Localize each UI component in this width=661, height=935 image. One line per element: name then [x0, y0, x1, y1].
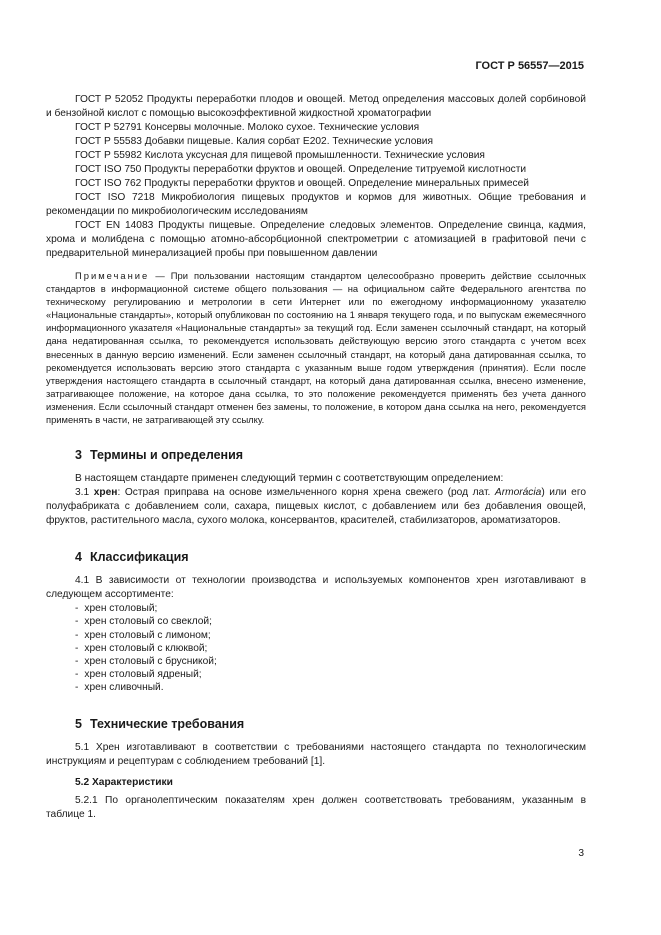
reference-item: ГОСТ Р 55982 Кислота уксусная для пищевой промышленности. Технические условия [75, 150, 485, 161]
list-item-text: хрен столовый с клюквой; [84, 642, 208, 654]
list-dash: - [75, 642, 79, 654]
list-item [46, 629, 586, 642]
section-4-heading [46, 550, 586, 564]
section-number: 4 [75, 550, 82, 565]
assortment-list [46, 602, 586, 694]
normative-references [46, 93, 586, 261]
clause-5-1: 5.1 Хрен изготавливают в соответствии с требованиями настоящего стандарта по технологическим инструкциям и рецептурам с соблюдением требований [1]. [46, 741, 586, 767]
term-number: 3.1 [75, 487, 90, 499]
section-title: Термины и определения [89, 448, 244, 463]
term-name: хрен [93, 487, 118, 499]
definition-start: : Острая приправа на основе измельченного корня хрена свежего (род лат. [117, 487, 495, 499]
note-label: Примечание [75, 270, 150, 281]
list-dash: - [75, 669, 79, 681]
standard-code-header: ГОСТ Р 56557—2015 [475, 60, 584, 72]
reference-item: ГОСТ ISO 7218 Микробиология пищевых продуктов и кормов для животных. Общие требования и рекомендации по микробиологическим исследованиям [46, 192, 586, 217]
list-item [46, 602, 586, 615]
subsection-5-2-heading: 5.2 Характеристики [75, 776, 173, 788]
section-5-heading [46, 717, 586, 731]
list-dash: - [75, 655, 79, 667]
list-item-text: хрен столовый со свеклой; [84, 616, 212, 628]
section-number: 3 [75, 448, 82, 463]
reference-item: ГОСТ EN 14083 Продукты пищевые. Определение следовых элементов. Определение свинца, кадмия, хрома и молибдена с помощью атомно-абсорбционной спектрометрии с атомизацией в графитовой печи с предварительной минерализацией пробы при повышенном давлении [46, 220, 586, 259]
section-3-intro: В настоящем стандарте применен следующий термин с соответствующим определением: [75, 473, 504, 485]
clause-5-2-1: 5.2.1 По органолептическим показателям хрен должен соответствовать требованиям, указанным в таблице 1. [46, 794, 586, 820]
reference-item: ГОСТ Р 52052 Продукты переработки плодов и овощей. Метод определения массовых долей сорбиновой и бензойной кислот с помощью высокоэффективной жидкостной хроматографии [46, 94, 586, 119]
section-title: Технические требования [89, 716, 245, 731]
list-dash: - [75, 603, 79, 615]
list-item-text: хрен столовый с лимоном; [84, 629, 211, 641]
page-number: 3 [578, 848, 584, 859]
section-3-heading [46, 448, 586, 462]
reference-item: ГОСТ Р 52791 Консервы молочные. Молоко сухое. Технические условия [75, 122, 420, 133]
reference-item: ГОСТ ISO 762 Продукты переработки фруктов и овощей. Определение минеральных примесей [75, 178, 529, 189]
list-item [46, 615, 586, 628]
section-title: Классификация [89, 550, 189, 565]
section-4-intro: 4.1 В зависимости от технологии производства и используемых компонентов хрен изготавливают в следующем ассортименте: [46, 575, 586, 601]
list-item [46, 642, 586, 655]
reference-item: ГОСТ ISO 750 Продукты переработки фруктов и овощей. Определение титруемой кислотности [75, 164, 527, 175]
note-paragraph [46, 269, 586, 426]
term-definition [46, 486, 586, 528]
latin-name: Armorácia [494, 487, 542, 499]
page-content [46, 93, 586, 822]
list-item [46, 668, 586, 681]
note-text: — При пользовании настоящим стандартом целесообразно проверить действие ссылочных стандартов в информационной системе общего пользования — на официальном сайте Федерального агентства по техническому регулированию и метрологии в сети Интернет или по ежегодному информационному указателю «Национальные стандарты», который опубликован по состоянию на 1 января текущего года, и по выпускам ежемесячного информационного указателя «Национальные стандарты» за текущий год. Если заменен ссылочный стандарт, на который дана недатированная ссылка, то рекомендуется использовать действующую версию этого стандарта с учетом всех внесенных в данную версию изменений. Если заменен ссылочный стандарт, на который дана датированная ссылка, то рекомендуется использовать версию этого стандарта с указанным выше годом утверждения (принятия). Если после утверждения настоящего стандарта в ссылочный стандарт, на который дана датированная ссылка, внесено изменение, затрагивающее положение, на которое дана ссылка, то это положение рекомендуется применять без учета данного изменения. Если ссылочный стандарт отменен без замены, то положение, в котором дана ссылка на него, рекомендуется применять в части, не затрагивающей эту ссылку. [46, 270, 586, 426]
list-item [46, 681, 586, 694]
reference-item: ГОСТ Р 55583 Добавки пищевые. Калия сорбат Е202. Технические условия [75, 136, 434, 147]
list-item [46, 655, 586, 668]
list-item-text: хрен столовый с брусникой; [84, 655, 217, 667]
list-dash: - [75, 616, 79, 628]
section-number: 5 [75, 716, 82, 731]
list-dash: - [75, 629, 79, 641]
list-item-text: хрен сливочный. [84, 682, 164, 694]
list-item-text: хрен столовый; [84, 603, 158, 615]
list-item-text: хрен столовый ядреный; [84, 669, 202, 681]
definition-end: ) или его полуфабриката с добавлением соли, сахара, пищевых кислот, с добавлением или без добавления овощей, фруктов, растительного масла, сухого молока, консервантов, красителей, стабилизаторов, ароматизаторов. [46, 487, 587, 527]
list-dash: - [75, 682, 79, 694]
